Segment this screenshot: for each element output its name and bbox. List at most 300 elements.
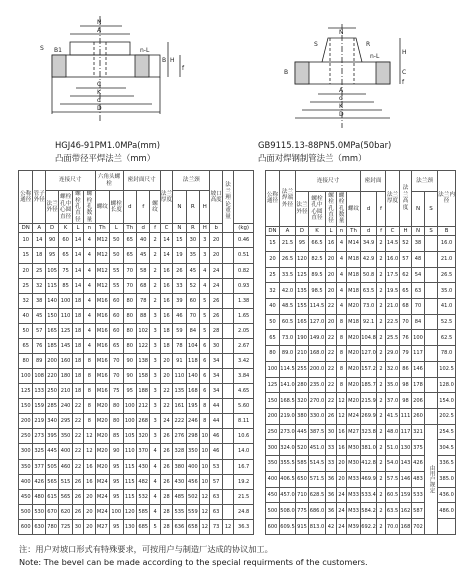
left-table-cell: 104 — [186, 338, 199, 353]
right-table-cell: 22.5 — [386, 314, 400, 330]
right-table-cell: 324.0 — [280, 440, 296, 456]
right-table-cell: 508.0 — [280, 503, 296, 519]
left-table-cell: 26 — [72, 474, 83, 489]
left-table-cell: 4 — [150, 504, 160, 519]
right-table-cell: 89.5 — [309, 267, 326, 283]
left-table-cell: 28 — [160, 504, 172, 519]
right-drawing-label-c: C — [402, 69, 407, 76]
left-table-cell: 115 — [123, 459, 136, 474]
left-table-cell: 10 — [200, 444, 210, 459]
left-table-cell: 565 — [59, 489, 72, 504]
left-table-cell: 160 — [59, 353, 72, 368]
note-chinese: 注：用户对坡口形式有特殊要求，可按用户与制造厂达成的协议加工。 — [19, 544, 273, 554]
left-table-cell: 485 — [173, 489, 186, 504]
left-table-cell: 0.93 — [234, 278, 254, 293]
right-table-cell: 2 — [377, 298, 386, 314]
left-table-cell: 16 — [160, 308, 172, 323]
right-table-cell: 20 — [326, 267, 337, 283]
left-table-cell: 535 — [173, 504, 186, 519]
right-table-cell: 270.0 — [309, 393, 326, 409]
left-table-cell — [222, 429, 233, 444]
left-table-cell: M12 — [95, 233, 109, 248]
right-table-cell: 813.0 — [309, 519, 326, 535]
right-table-cell: 22 — [326, 330, 337, 346]
left-table-cell: 22 — [72, 399, 83, 414]
left-table-cell: 268 — [136, 414, 149, 429]
left-sym-c: C — [160, 224, 172, 233]
right-table-cell — [425, 377, 438, 393]
right-table-cell: 128.0 — [438, 377, 456, 393]
right-table-cell: 202.5 — [438, 408, 456, 424]
left-table-cell: 482 — [136, 474, 149, 489]
right-table-cell: 162 — [400, 503, 412, 519]
right-table-cell: 15 — [266, 236, 280, 252]
right-table-cell: 16 — [337, 440, 347, 456]
right-table-cell: 149.0 — [309, 330, 326, 346]
right-drawing-label-a: A — [339, 87, 344, 94]
left-table-cell: 24 — [210, 263, 222, 278]
left-table-cell — [222, 474, 233, 489]
left-table-cell: 21.5 — [234, 489, 254, 504]
left-table-cell: 138 — [136, 353, 149, 368]
right-dimension-table — [265, 170, 456, 535]
left-table-cell: 118 — [186, 353, 199, 368]
left-drawing-label-b1: B1 — [54, 47, 62, 54]
right-table-cell: 143 — [400, 456, 412, 472]
left-sub-d: d — [123, 191, 136, 224]
right-table-cell: 111 — [400, 408, 412, 424]
right-table-cell: 60.5 — [386, 487, 400, 503]
right-table-cell: 304.5 — [438, 440, 456, 456]
left-table-cell: 80 — [110, 414, 123, 429]
right-table-cell: 41.5 — [386, 408, 400, 424]
right-table-cell: 250 — [266, 424, 280, 440]
right-table-row — [266, 314, 456, 330]
left-table-cell: 18 — [72, 353, 83, 368]
left-table-cell: 60 — [186, 293, 199, 308]
left-table-cell: 350 — [59, 429, 72, 444]
left-table-cell: 6 — [200, 369, 210, 384]
left-table-cell: 55 — [110, 278, 123, 293]
right-table-cell: 323.8 — [361, 424, 377, 440]
left-table-cell: 4 — [84, 263, 95, 278]
right-table-cell: 60.5 — [280, 314, 296, 330]
left-table-row — [19, 414, 254, 429]
right-table-cell: 915 — [296, 519, 309, 535]
left-table-cell: 14 — [72, 233, 83, 248]
right-table-cell: 4 — [337, 267, 347, 283]
right-sym-c: C — [386, 226, 400, 235]
left-table-cell: 559 — [186, 504, 199, 519]
left-table-cell: 4 — [84, 233, 95, 248]
right-table-cell: M18 — [347, 267, 361, 283]
left-table-cell: 685 — [136, 519, 149, 534]
left-table-cell — [222, 444, 233, 459]
left-table-cell: 14.0 — [234, 444, 254, 459]
left-table-cell: 26 — [210, 308, 222, 323]
right-table-cell: M27 — [347, 424, 361, 440]
left-table-cell: 26 — [72, 489, 83, 504]
left-table-cell: 65 — [110, 338, 123, 353]
left-table-cell: 505 — [45, 459, 58, 474]
left-table-cell: 480 — [33, 489, 45, 504]
left-table-cell: 16 — [160, 263, 172, 278]
left-table-cell: M20 — [95, 414, 109, 429]
left-table-cell: 145 — [59, 338, 72, 353]
right-table-cell: 32.0 — [386, 361, 400, 377]
left-table-cell: M12 — [95, 278, 109, 293]
left-drawing-label-c: C — [97, 81, 102, 88]
right-table-cell: 2 — [377, 330, 386, 346]
left-table-cell: 63 — [210, 489, 222, 504]
left-table-cell: 22 — [160, 384, 172, 399]
left-table-row — [19, 429, 254, 444]
right-table-cell: 42.0 — [280, 283, 296, 299]
left-table-cell: M16 — [95, 338, 109, 353]
right-table-cell: 381.0 — [361, 440, 377, 456]
left-table-cell: 250 — [19, 429, 33, 444]
left-table-cell: 12 — [200, 519, 210, 534]
left-table-cell: 22 — [160, 399, 172, 414]
right-table-cell: 486.0 — [438, 503, 456, 519]
left-sym-f: f — [150, 224, 160, 233]
right-table-cell: 16 — [326, 236, 337, 252]
left-drawing-label-b: B — [162, 57, 167, 64]
left-table-cell: 59 — [173, 323, 186, 338]
left-table-cell: 26 — [210, 293, 222, 308]
left-table-cell: 158 — [136, 369, 149, 384]
left-table-cell: 25 — [19, 278, 33, 293]
left-header-blank — [234, 171, 254, 224]
right-table-cell: M20 — [347, 346, 361, 362]
left-table-cell: 53 — [210, 459, 222, 474]
left-table-cell: 65 — [59, 248, 72, 263]
left-table-cell: 22 — [72, 429, 83, 444]
left-table-cell: 3 — [150, 414, 160, 429]
left-sym-nn: N — [173, 224, 186, 233]
right-table-cell — [425, 283, 438, 299]
left-table-cell: 4 — [150, 474, 160, 489]
right-table-cell: 273.0 — [280, 424, 296, 440]
right-table-cell: 4 — [337, 236, 347, 252]
right-table-cell: 92.1 — [361, 314, 377, 330]
left-table-cell — [222, 399, 233, 414]
right-table-cell: 98.5 — [309, 283, 326, 299]
right-table-cell: 500 — [266, 503, 280, 519]
left-table-cell: 615 — [45, 489, 58, 504]
right-table-cell — [425, 361, 438, 377]
left-table-cell: 212 — [136, 399, 149, 414]
right-sub-f: f — [377, 191, 386, 226]
right-table-cell: 520 — [296, 440, 309, 456]
left-table-cell: 328 — [173, 444, 186, 459]
right-table-cell: 2 — [377, 487, 386, 503]
left-table-cell: 1.38 — [234, 293, 254, 308]
right-table-cell: 2 — [377, 503, 386, 519]
left-table-cell: 85 — [110, 429, 123, 444]
left-table-cell: 50 — [110, 233, 123, 248]
left-table-cell: 658 — [186, 519, 199, 534]
left-table-row — [19, 519, 254, 534]
left-table-cell: 200 — [45, 353, 58, 368]
left-drawing-label-a: A — [97, 27, 102, 34]
left-table-cell: 4 — [84, 323, 95, 338]
right-table-cell: 48.5 — [280, 298, 296, 314]
right-table-cell: 70.0 — [386, 519, 400, 535]
left-table-cell: 3 — [150, 399, 160, 414]
left-table-cell: 115 — [45, 278, 58, 293]
right-table-cell: 2 — [377, 377, 386, 393]
right-sym-l: L — [326, 226, 337, 235]
right-table-row — [266, 424, 456, 440]
right-table-cell: 387.5 — [309, 424, 326, 440]
right-table-cell: 178 — [412, 377, 425, 393]
left-table-cell: 75 — [110, 384, 123, 399]
left-table-cell: 100 — [123, 399, 136, 414]
right-table-cell: 102.5 — [438, 361, 456, 377]
left-table-cell: 6 — [200, 353, 210, 368]
left-table-cell: 30 — [72, 519, 83, 534]
right-table-cell: 4 — [337, 298, 347, 314]
right-table-cell: M20 — [347, 393, 361, 409]
right-table-cell: 135 — [296, 283, 309, 299]
right-drawing-label-b: B — [284, 69, 289, 76]
right-table-cell: 22 — [326, 377, 337, 393]
right-table-cell: 146 — [412, 361, 425, 377]
right-sym-h: H — [400, 226, 412, 235]
right-table-cell: 533.4 — [361, 487, 377, 503]
left-table-cell: 161 — [173, 399, 186, 414]
right-sym-nn: N — [412, 226, 425, 235]
right-table-cell: 33 — [326, 456, 337, 472]
right-table-cell: 8 — [337, 314, 347, 330]
right-table-cell: 33.5 — [280, 267, 296, 283]
left-table-row — [19, 233, 254, 248]
right-table-cell: 355.5 — [280, 456, 296, 472]
left-table-cell: 2 — [150, 263, 160, 278]
right-flange-drawing — [270, 24, 420, 132]
right-table-cell: 8 — [337, 330, 347, 346]
left-header-dn: 公称通径 — [19, 171, 33, 224]
left-table-cell: 219 — [33, 414, 45, 429]
left-table-cell: 400 — [59, 444, 72, 459]
left-table-cell: 19 — [173, 248, 186, 263]
left-table-cell — [222, 338, 233, 353]
left-table-cell: 8 — [84, 399, 95, 414]
left-table-cell: 26 — [173, 263, 186, 278]
left-table-cell: 8 — [200, 414, 210, 429]
right-table-cell: 24 — [337, 503, 347, 519]
left-sub-f: f — [136, 191, 149, 224]
left-table-cell: 502 — [186, 489, 199, 504]
left-table-cell: 12 — [200, 489, 210, 504]
right-table-cell: M18 — [347, 251, 361, 267]
left-table-cell: 159 — [33, 399, 45, 414]
left-table-cell: 80 — [123, 293, 136, 308]
left-table-cell: 14 — [160, 233, 172, 248]
right-table-cell — [425, 314, 438, 330]
left-table-cell: 44 — [210, 399, 222, 414]
left-table-row — [19, 504, 254, 519]
right-table-cell: 20 — [326, 251, 337, 267]
left-table-cell: 70 — [123, 263, 136, 278]
right-drawing-label-k: K — [339, 103, 343, 110]
right-table-cell: M33 — [347, 471, 361, 487]
left-table-cell: 3 — [200, 248, 210, 263]
right-table-cell — [425, 408, 438, 424]
left-table-cell: 320 — [136, 429, 149, 444]
right-table-cell: 254.5 — [438, 424, 456, 440]
left-table-cell: 4 — [200, 278, 210, 293]
left-table-cell: M20 — [95, 459, 109, 474]
left-sub-thread: 螺纹 — [95, 191, 109, 224]
left-table-cell: 102 — [136, 323, 149, 338]
left-table-cell: 456 — [186, 474, 199, 489]
left-table-cell: 3 — [150, 384, 160, 399]
left-table-cell: 110 — [123, 444, 136, 459]
right-table-cell: 2 — [377, 283, 386, 299]
left-table-cell: 295 — [59, 414, 72, 429]
right-table-cell: 775 — [296, 503, 309, 519]
right-table-cell: 2 — [377, 236, 386, 252]
right-table-cell: 168 — [400, 519, 412, 535]
left-table-cell: 140 — [45, 293, 58, 308]
right-table-cell: 52.5 — [438, 314, 456, 330]
right-table-cell: 235.0 — [309, 377, 326, 393]
left-table-cell: 24.8 — [234, 504, 254, 519]
left-table-cell — [222, 293, 233, 308]
right-table-cell: 321 — [412, 424, 425, 440]
right-table-cell: 37.0 — [386, 393, 400, 409]
left-drawing-label-d-small: d — [97, 97, 101, 104]
left-table-cell: M16 — [95, 323, 109, 338]
left-table-cell: 20 — [84, 519, 95, 534]
left-table-cell: 22 — [72, 459, 83, 474]
left-table-cell: 15 — [19, 248, 33, 263]
right-table-cell: 185.7 — [361, 377, 377, 393]
right-table-cell: M30 — [347, 456, 361, 472]
left-table-cell: 10 — [200, 474, 210, 489]
right-table-cell: 2 — [377, 314, 386, 330]
left-sub-bolt-circle: 螺栓孔中心圆直径 — [59, 191, 72, 224]
left-sym-l2: L — [110, 224, 123, 233]
right-table-cell: 385.0 — [438, 471, 456, 487]
right-table-cell: 24 — [337, 487, 347, 503]
right-table-cell: 33 — [326, 440, 337, 456]
left-table-cell: 2 — [150, 233, 160, 248]
left-header-sealing: 密封面尺寸 — [123, 171, 160, 191]
right-table-row — [266, 298, 456, 314]
left-table-cell: 30 — [186, 233, 199, 248]
right-table-cell: 8 — [337, 361, 347, 377]
right-table-cell: 22 — [326, 393, 337, 409]
right-table-cell: 168.0 — [309, 346, 326, 362]
left-table-row — [19, 293, 254, 308]
right-table-cell: 25.5 — [386, 330, 400, 346]
left-table-cell: 24 — [160, 414, 172, 429]
right-table-cell: 2 — [377, 424, 386, 440]
right-table-cell: 79 — [400, 346, 412, 362]
left-table-cell: 68 — [136, 278, 149, 293]
right-table-cell: 514.5 — [309, 456, 326, 472]
left-table-cell: 8.11 — [234, 414, 254, 429]
left-table-cell: 395 — [45, 429, 58, 444]
left-table-row — [19, 308, 254, 323]
left-table-row — [19, 369, 254, 384]
left-table-cell: 340 — [45, 414, 58, 429]
left-drawing-label-n: N — [97, 19, 102, 26]
left-table-cell: 530 — [33, 504, 45, 519]
right-table-cell: 280 — [296, 377, 309, 393]
right-table-cell: 63 — [412, 283, 425, 299]
right-sym-f: f — [377, 226, 386, 235]
right-table-cell: 2 — [377, 408, 386, 424]
left-flange-drawing — [40, 14, 200, 132]
left-table-cell: M16 — [95, 308, 109, 323]
left-table-cell: 185 — [45, 338, 58, 353]
left-table-cell — [222, 384, 233, 399]
left-table-cell: 3 — [150, 323, 160, 338]
left-table-cell: 4 — [84, 308, 95, 323]
right-table-cell: 571.5 — [309, 471, 326, 487]
left-table-cell: 85 — [59, 278, 72, 293]
left-table-cell: 4 — [84, 248, 95, 263]
left-table-cell: 95 — [110, 474, 123, 489]
left-table-cell — [222, 233, 233, 248]
left-table-cell: 377 — [33, 459, 45, 474]
left-table-row — [19, 489, 254, 504]
right-table-cell: 21.0 — [386, 298, 400, 314]
left-table-row — [19, 323, 254, 338]
right-table-cell: 62.5 — [438, 330, 456, 346]
left-table-cell: 350 — [186, 444, 199, 459]
left-table-cell: 16 — [84, 459, 95, 474]
right-table-cell: 255 — [296, 361, 309, 377]
left-table-cell: 430 — [173, 474, 186, 489]
left-table-cell: 46 — [173, 308, 186, 323]
right-table-row — [266, 330, 456, 346]
left-table-cell: 250 — [45, 384, 58, 399]
left-table-cell: 90 — [45, 233, 58, 248]
left-header-connection: 连接尺寸 — [45, 171, 95, 191]
left-table-cell: 0.51 — [234, 248, 254, 263]
left-table-cell: M16 — [95, 384, 109, 399]
left-table-cell: 670 — [45, 504, 58, 519]
left-table-cell: 22 — [72, 414, 83, 429]
left-table-cell: 4 — [150, 444, 160, 459]
right-table-cell: 22 — [326, 361, 337, 377]
right-drawing-label-d-small: d — [339, 95, 343, 102]
left-table-cell: 120 — [123, 504, 136, 519]
left-table-row — [19, 338, 254, 353]
right-table-cell: 52 — [400, 236, 412, 252]
right-table-cell: M33 — [347, 487, 361, 503]
right-sub-n: N — [412, 191, 425, 226]
left-table-cell: 70 — [123, 278, 136, 293]
left-table-cell: 8 — [200, 399, 210, 414]
left-table-cell: 636 — [173, 519, 186, 534]
right-table-cell: 206 — [412, 393, 425, 409]
left-title: HGJ46-91PM1.0MPa(mm) — [55, 140, 161, 150]
left-table-cell: 200 — [19, 414, 33, 429]
right-table-cell: 29.0 — [386, 346, 400, 362]
right-table-cell: 24 — [337, 519, 347, 535]
left-table-cell: 125 — [19, 384, 33, 399]
right-table-cell: 114.5 — [309, 298, 326, 314]
left-table-cell: 3 — [150, 353, 160, 368]
right-table-cell: 2 — [377, 267, 386, 283]
right-drawing-label-nl: n-L — [370, 53, 380, 60]
